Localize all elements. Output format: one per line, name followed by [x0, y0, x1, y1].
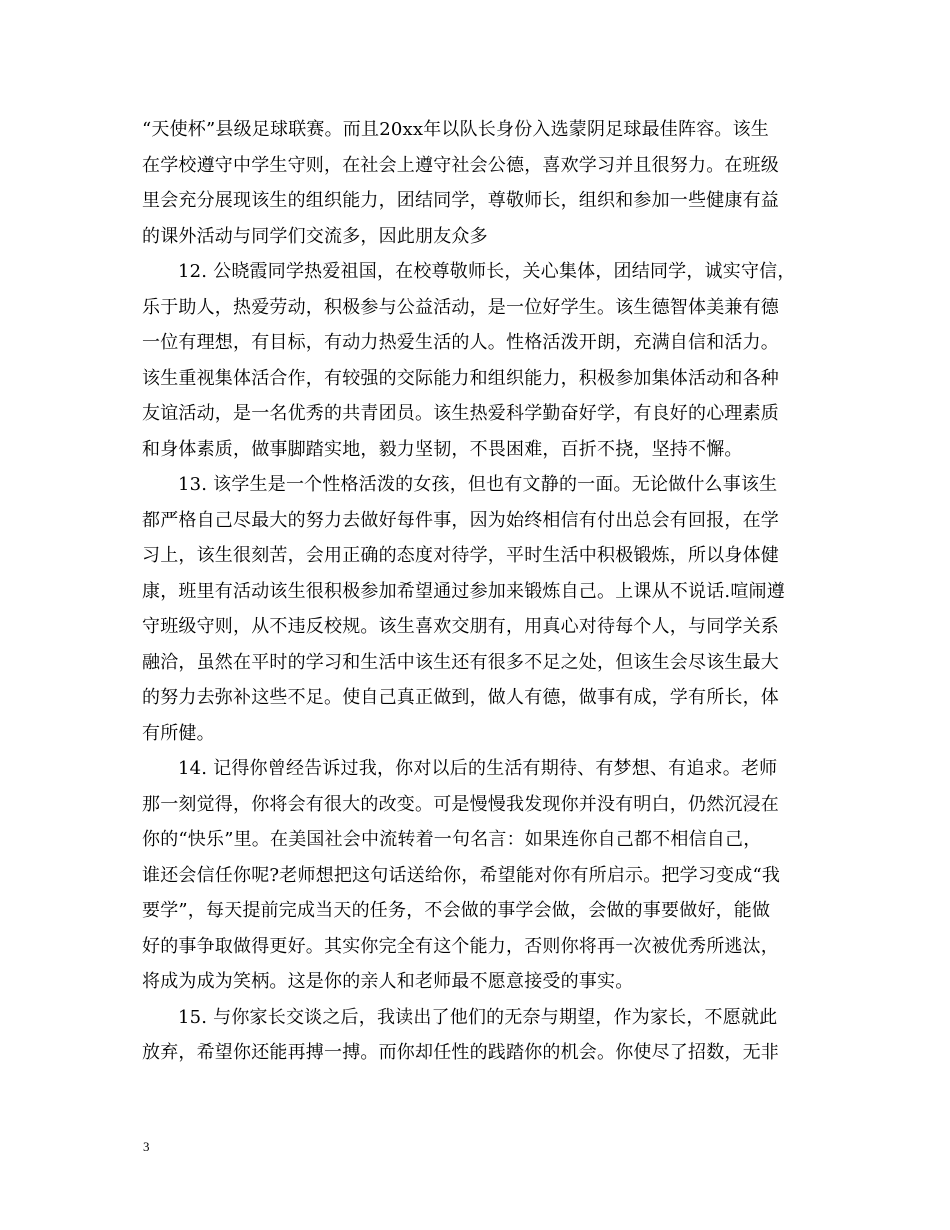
- line-text: 该生重视集体活合作，有较强的交际能力和组织能力，积极参加集体活动和各种: [142, 367, 779, 389]
- line-text: 好的事争取做得更好。其实你完全有这个能力，否则你将再一次被优秀所逃汰，: [142, 935, 779, 957]
- text-line: [142, 893, 812, 929]
- line-text: 康，班里有活动该生很积极参加希望通过参加来锻炼自己。上课从不说话.喧闹遵: [142, 580, 785, 602]
- text-line: [142, 467, 812, 503]
- text-line: [142, 432, 812, 468]
- line-text: 你的“快乐”里。在美国社会中流转着一句名言：如果连你自己都不相信自己，: [142, 829, 762, 850]
- text-line: [142, 396, 812, 432]
- line-text: 友谊活动，是一名优秀的共青团员。该生热爱科学勤奋好学，有良好的心理素质: [142, 403, 779, 424]
- text-line: [142, 929, 812, 965]
- line-text: 有所健。: [142, 722, 215, 744]
- text-line: [142, 964, 812, 1000]
- text-line: [142, 609, 812, 645]
- line-text: 乐于助人，热爱劳动，积极参与公益活动，是一位好学生。该生德智体美兼有德: [142, 296, 779, 318]
- line-text: 里会充分展现该生的组织能力，团结同学，尊敬师长，组织和参加一些健康有益: [142, 190, 779, 211]
- line-text: “天使杯”县级足球联赛。而且20xx年以队长身份入选蒙阴足球最佳阵容。该生: [142, 119, 770, 140]
- text-line: [142, 219, 812, 255]
- text-line: [142, 538, 812, 574]
- line-text: 12. 公晓霞同学热爱祖国，在校尊敬师长，关心集体，团结同学，诚实守信，: [178, 261, 796, 282]
- line-text: 一位有理想，有目标，有动力热爱生活的人。性格活泼开朗，充满自信和活力。: [142, 332, 779, 353]
- text-line: [142, 112, 812, 148]
- text-line: [142, 858, 812, 894]
- text-line: [142, 325, 812, 361]
- line-text: 融洽，虽然在平时的学习和生活中该生还有很多不足之处，但该生会尽该生最大: [142, 651, 779, 673]
- line-text: 和身体素质，做事脚踏实地，毅力坚韧，不畏困难，百折不挠，坚持不懈。: [142, 438, 743, 460]
- text-line: [142, 503, 812, 539]
- line-text: 15. 与你家长交谈之后，我读出了他们的无奈与期望，作为家长，不愿就此: [178, 1006, 778, 1028]
- page-number: 3: [143, 1139, 150, 1154]
- text-line: [142, 361, 812, 397]
- line-text: 13. 该学生是一个性格活泼的女孩，但也有文静的一面。无论做什么事该生: [178, 474, 778, 495]
- line-text: 的课外活动与同学们交流多，因此朋友众多: [142, 225, 488, 247]
- text-line: [142, 1000, 812, 1036]
- line-text: 习上，该生很刻苦，会用正确的态度对待学，平时生活中积极锻炼，所以身体健: [142, 545, 779, 566]
- text-line: [142, 254, 812, 290]
- text-line: [142, 183, 812, 219]
- line-text: 那一刻觉得，你将会有很大的改变。可是慢慢我发现你并没有明白，仍然沉浸在: [142, 793, 779, 815]
- line-text: 的努力去弥补这些不足。使自己真正做到，做人有德，做事有成，学有所长，体: [142, 687, 779, 708]
- text-line: [142, 822, 812, 858]
- document-body: [142, 112, 812, 1071]
- text-line: [142, 716, 812, 752]
- line-text: 放弃，希望你还能再搏一搏。而你却任性的践踏你的机会。你使尽了招数，无非: [142, 1042, 779, 1063]
- paragraph: [142, 1000, 812, 1071]
- text-line: [142, 787, 812, 823]
- paragraph: [142, 112, 812, 254]
- text-line: [142, 290, 812, 326]
- text-line: [142, 1035, 812, 1071]
- text-line: [142, 751, 812, 787]
- line-text: 将成为成为笑柄。这是你的亲人和老师最不愿意接受的事实。: [142, 971, 634, 992]
- text-line: [142, 574, 812, 610]
- text-line: [142, 645, 812, 681]
- line-text: 守班级守则，从不违反校规。该生喜欢交朋有，用真心对待每个人，与同学关系: [142, 616, 779, 637]
- line-text: 14. 记得你曾经告诉过我，你对以后的生活有期待、有梦想、有追求。老师: [178, 758, 778, 779]
- line-text: 在学校遵守中学生守则，在社会上遵守社会公德，喜欢学习并且很努力。在班级: [142, 154, 779, 176]
- line-text: 谁还会信任你呢?老师想把这句话送给你，希望能对你有所启示。把学习变成“我: [142, 864, 781, 886]
- line-text: 都严格自己尽最大的努力去做好每件事，因为始终相信有付出总会有回报，在学: [142, 509, 779, 531]
- paragraph: [142, 467, 812, 751]
- text-line: [142, 148, 812, 184]
- line-text: 要学”，每天提前完成当天的任务，不会做的事学会做，会做的事要做好，能做: [142, 900, 771, 921]
- text-line: [142, 680, 812, 716]
- paragraph: [142, 751, 812, 1000]
- paragraph: [142, 254, 812, 467]
